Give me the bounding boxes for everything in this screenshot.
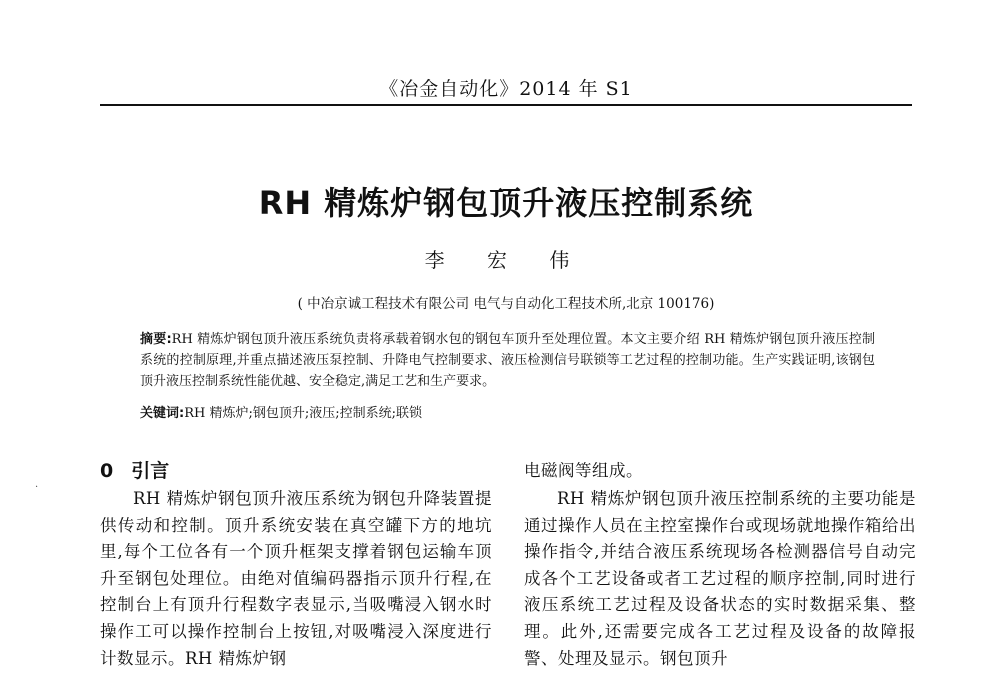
right-column-continuation: 电磁阀等组成。 [524, 461, 643, 480]
keywords [140, 403, 875, 424]
affiliation: ( 中冶京诚工程技术有限公司 电气与自动化工程技术所,北京 100176) [297, 296, 715, 312]
body-paragraph: RH 精炼炉钢包顶升液压控制系统的主要功能是通过操作人员在主控室操作台或现场就地操作箱给出操作指令,并结合液压系统现场各检测器信号自动完成各个工艺设备或者工艺过程的顺序控制,同时进行液压系统工艺过程及设备状态的实时数据采集、整理。此外,还需要完成各工艺过程及设备的故障报警、处理及显示。钢包顶升 [524, 489, 916, 668]
abstract-text: RH 精炼炉钢包顶升液压系统负责将承载着钢水包的钢包车顶升至处理位置。本文主要介绍 RH 精炼炉钢包顶升液压控制系统的控制原理,并重点描述液压泵控制、升降电气控制要求、液压检测信号联锁等工艺过程的控制功能。生产实践证明,该钢包顶升液压控制系统性能优越、安全稳定,满足工艺和生产要求。 [140, 332, 876, 389]
journal-header: 《冶金自动化》2014 年 S1 [379, 78, 633, 100]
body-paragraph: RH 精炼炉钢包顶升液压系统为钢包升降装置提供传动和控制。顶升系统安装在真空罐下方的地坑里,每个工位各有一个顶升框架支撑着钢包运输车顶升至钢包处理位。由绝对值编码器指示顶升行程,在控制台上有顶升行程数字表显示,当吸嘴浸入钢水时操作工可以操作控制台上按钮,对吸嘴浸入深度进行计数显示。RH 精炼炉钢 [100, 489, 492, 668]
right-column [524, 486, 916, 672]
section-heading [100, 456, 169, 483]
abstract-label: 摘要: [140, 332, 172, 347]
scan-speck: · [35, 482, 39, 493]
left-column [100, 486, 492, 672]
abstract [140, 329, 875, 392]
header-rule [100, 104, 912, 106]
author: 李 宏 伟 [424, 248, 588, 272]
keywords-text: RH 精炼炉;钢包顶升;液压;控制系统;联锁 [184, 406, 422, 421]
section-title: 引言 [131, 460, 170, 482]
section-number: 0 [100, 460, 114, 482]
paper-title: RH 精炼炉钢包顶升液压控制系统 [258, 184, 754, 222]
keywords-label: 关键词: [140, 406, 185, 421]
